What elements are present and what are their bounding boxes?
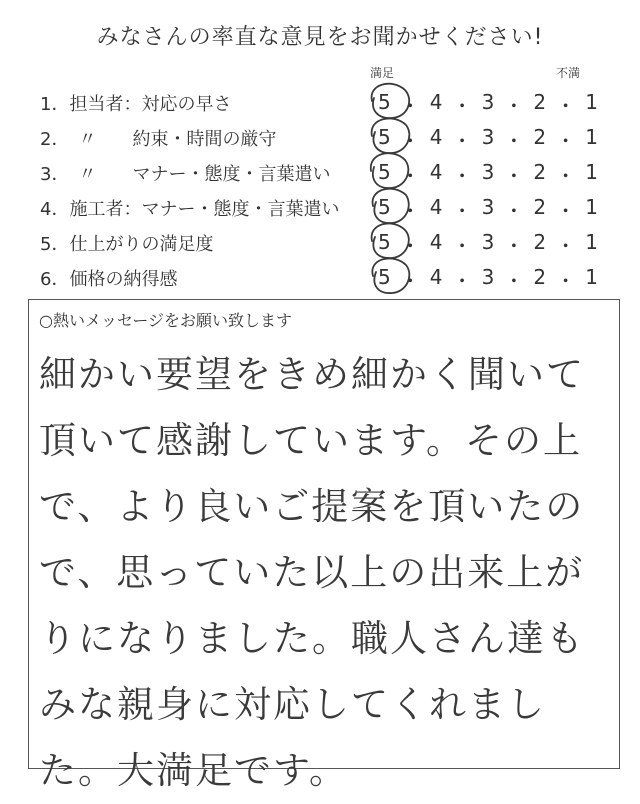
scale-dot: ・: [503, 94, 524, 118]
scale-1: 1: [585, 230, 598, 254]
scale-dot: ・: [503, 234, 524, 258]
scale-dot: ・: [400, 164, 421, 188]
scale-2: 2: [533, 160, 547, 184]
scale-dot: ・: [555, 129, 576, 153]
question-label: 1．担当者：対応の早さ: [40, 94, 232, 115]
scale-2: 2: [533, 265, 547, 289]
rating-scale: [378, 195, 598, 224]
scale-5: 5: [378, 90, 391, 114]
scale-1: 1: [585, 195, 598, 219]
scale-4: 4: [429, 160, 443, 184]
scale-3: 3: [481, 125, 495, 149]
scale-1: 1: [585, 125, 598, 149]
scale-dot: ・: [452, 199, 473, 223]
scale-4: 4: [429, 230, 443, 254]
question-row: [0, 156, 640, 192]
scale-dot: ・: [400, 129, 421, 153]
scale-5: 5: [378, 265, 391, 289]
scale-2: 2: [533, 90, 547, 114]
scale-3: 3: [481, 230, 495, 254]
rating-scale: [378, 90, 598, 119]
scale-4: 4: [429, 90, 443, 114]
question-row: [0, 226, 640, 262]
scale-dot: ・: [503, 269, 524, 293]
scale-1: 1: [585, 160, 598, 184]
scale-5: 5: [378, 160, 391, 184]
scale-2: 2: [533, 195, 547, 219]
scale-dot: ・: [400, 234, 421, 258]
question-label: 3． 〃 マナー・態度・言葉遣い: [40, 164, 331, 185]
scale-5: 5: [378, 230, 391, 254]
scale-dot: ・: [452, 129, 473, 153]
rating-scale: [378, 160, 598, 189]
scale-2: 2: [533, 230, 547, 254]
scale-3: 3: [481, 195, 495, 219]
rating-scale: [378, 230, 598, 259]
scale-dot: ・: [555, 234, 576, 258]
handwritten-message: 細かい要望をきめ細かく聞いて頂いて感謝しています。その上で、より良いご提案を頂いたので、思っていた以上の出来上がりになりました。職人さん達もみな親身に対応してくれました。大満足です。: [39, 353, 585, 792]
scale-dot: ・: [555, 199, 576, 223]
rating-scale: [378, 125, 598, 154]
scale-5: 5: [378, 125, 391, 149]
question-label: 2． 〃 約束・時間の厳守: [40, 129, 277, 150]
scale-dot: ・: [503, 129, 524, 153]
question-row: [0, 191, 640, 227]
scale-dot: ・: [452, 164, 473, 188]
scale-dot: ・: [452, 269, 473, 293]
scale-dot: ・: [400, 269, 421, 293]
scale-3: 3: [481, 90, 495, 114]
scale-3: 3: [481, 160, 495, 184]
scale-dot: ・: [452, 94, 473, 118]
message-box: [28, 299, 620, 792]
scale-dot: ・: [555, 164, 576, 188]
legend-satisfied: 満足: [370, 66, 395, 80]
scale-dot: ・: [400, 94, 421, 118]
scale-3: 3: [481, 265, 495, 289]
scale-2: 2: [533, 125, 547, 149]
message-heading: ○熱いメッセージをお願い致します: [39, 311, 293, 330]
question-label: 5．仕上がりの満足度: [40, 234, 214, 255]
question-label: 6．価格の納得感: [40, 269, 178, 290]
scale-4: 4: [429, 125, 443, 149]
scale-dot: ・: [503, 164, 524, 188]
rating-scale: [378, 265, 598, 294]
legend-dissatisfied: 不満: [556, 66, 581, 80]
scale-4: 4: [429, 195, 443, 219]
scale-dot: ・: [503, 199, 524, 223]
scale-dot: ・: [400, 199, 421, 223]
scale-dot: ・: [452, 234, 473, 258]
question-label: 4．施工者：マナー・態度・言葉遣い: [40, 199, 340, 220]
scale-5: 5: [378, 195, 391, 219]
scale-1: 1: [585, 90, 598, 114]
survey-title: みなさんの率直な意見をお聞かせください!: [96, 25, 544, 50]
question-row: [0, 261, 640, 297]
scale-4: 4: [429, 265, 443, 289]
question-row: [0, 121, 640, 157]
question-row: [0, 86, 640, 122]
scale-dot: ・: [555, 94, 576, 118]
scale-dot: ・: [555, 269, 576, 293]
scale-1: 1: [585, 265, 598, 289]
